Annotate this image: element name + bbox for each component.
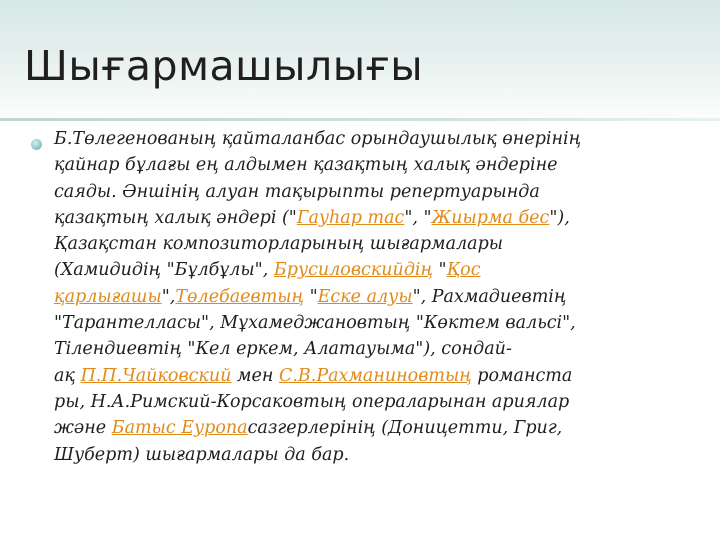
bullet-icon [31, 139, 42, 150]
text-segment: Қазақстан композиторларының шығармалары [54, 234, 504, 255]
paragraph-line [54, 415, 674, 441]
text-segment: (Хамидидің "Бұлбұлы", [54, 260, 274, 281]
text-segment: " [432, 260, 447, 281]
text-segment: романста [471, 365, 573, 386]
paragraph-line [54, 284, 674, 310]
text-segment: сазгерлерінің (Доницетти, Григ, [247, 418, 563, 439]
text-segment: және [54, 418, 112, 439]
text-segment: қайнар бұлағы ең алдымен қазақтың халық әндеріне [54, 155, 558, 176]
hyperlink[interactable]: Еске алуы [317, 286, 413, 307]
text-segment: " [304, 286, 318, 307]
text-segment: ", " [404, 207, 432, 228]
text-segment: "Тарантелласы", Мұхамеджановтың "Көктем вальсі", [54, 313, 576, 334]
hyperlink[interactable]: Жиырма бес [431, 207, 550, 228]
text-segment: Тілендиевтің "Кел еркем, Алатауыма"), сондай- [54, 339, 512, 360]
paragraph-line [54, 257, 674, 283]
header-divider [0, 118, 720, 121]
text-segment: ры, Н.А.Римский-Корсаковтың операларынан ариялар [54, 391, 570, 412]
paragraph-line [54, 336, 674, 362]
paragraph-line [54, 179, 674, 205]
hyperlink[interactable]: Қос [446, 260, 481, 281]
paragraph-line [54, 126, 674, 152]
text-segment: қазақтың халық әндері (" [54, 207, 297, 228]
hyperlink[interactable]: қарлығашы [54, 286, 162, 307]
text-segment: ", Рахмадиевтің [412, 286, 567, 307]
hyperlink[interactable]: Батыс Еуропа [111, 418, 248, 439]
paragraph-line [54, 442, 674, 468]
text-segment: Шуберт) шығармалары да бар. [54, 444, 350, 465]
text-segment: ", [161, 286, 176, 307]
text-segment: саяды. Әншінің алуан тақырыпты репертуарында [54, 181, 540, 202]
hyperlink[interactable]: С.В.Рахманиновтың [278, 365, 472, 386]
text-segment: мен [231, 365, 279, 386]
text-segment: Б.Төлегенованың қайталанбас орындаушылық өнерінің [54, 129, 582, 149]
paragraph-line [54, 152, 674, 178]
paragraph-line [54, 205, 674, 231]
paragraph-line [54, 231, 674, 257]
hyperlink[interactable]: Брусиловскийдің [273, 260, 433, 281]
body-paragraph [54, 126, 674, 468]
slide-title: Шығармашылығы [24, 42, 424, 90]
text-segment: ақ [54, 365, 81, 386]
hyperlink[interactable]: Гауһар тас [296, 207, 405, 228]
paragraph-line [54, 310, 674, 336]
paragraph-line [54, 363, 674, 389]
hyperlink[interactable]: П.П.Чайковский [80, 365, 232, 386]
text-segment: "), [549, 207, 570, 228]
paragraph-line [54, 389, 674, 415]
hyperlink[interactable]: Төлебаевтың [175, 286, 305, 307]
